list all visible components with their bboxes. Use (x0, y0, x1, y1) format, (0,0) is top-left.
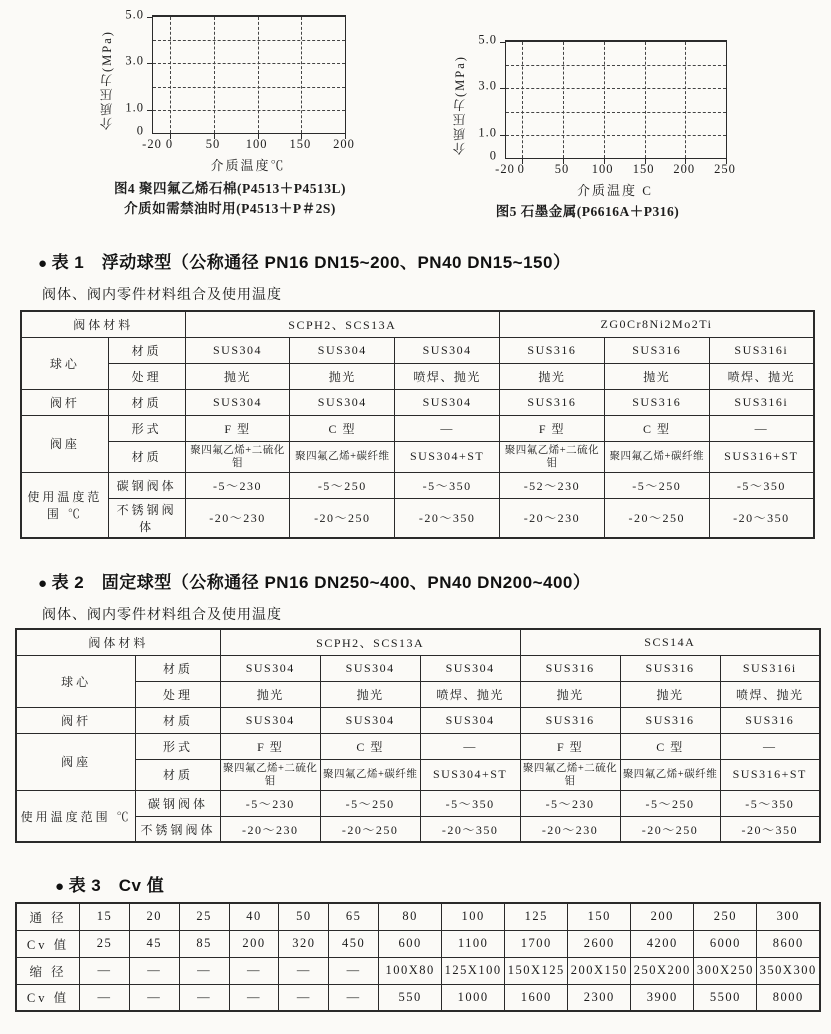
table-cell: 处理 (108, 363, 185, 389)
table-row (21, 472, 814, 498)
table1-title (38, 248, 570, 273)
table-cell: SUS304 (395, 389, 500, 415)
table-cell: 550 (379, 984, 442, 1011)
x-tick-label: 200 (673, 162, 696, 176)
bullet-icon: ● (55, 878, 65, 895)
table-cell: 不锈钢阀体 (136, 816, 220, 842)
bullet-icon: ● (38, 575, 48, 592)
table-cell: C 型 (320, 733, 420, 759)
table-cell: — (395, 415, 500, 441)
table-3 (15, 902, 821, 1012)
figure5-y-axis-label: 介质压力(MPa) (453, 55, 467, 155)
y-tick-label: 1.0 (125, 100, 144, 115)
table-cell: -5～350 (420, 790, 520, 816)
table-cell: 材质 (108, 441, 185, 472)
table-cell: 1600 (505, 984, 568, 1011)
table-cell: F 型 (185, 415, 290, 441)
table-row (21, 441, 814, 472)
figure5-x-axis-label: 介质温度 C (577, 183, 653, 198)
table-cell: 6000 (694, 930, 757, 957)
table-cell: -5～250 (290, 472, 395, 498)
table-cell: ZG0Cr8Ni2Mo2Ti (500, 311, 814, 337)
gridline-v (685, 42, 686, 158)
table-cell: 2300 (568, 984, 631, 1011)
table-cell: — (229, 957, 279, 984)
table-cell: 形式 (108, 415, 185, 441)
table-row (21, 415, 814, 441)
table-cell: 聚四氟乙烯+二硫化钼 (185, 441, 290, 472)
figure4-y-ticks (114, 7, 148, 138)
y-tick-label: 5.0 (125, 7, 144, 22)
gridline-v (301, 17, 302, 133)
x-tick-label: 250 (714, 162, 736, 176)
y-tick-label: 0 (489, 148, 497, 163)
table-cell: -5～230 (520, 790, 620, 816)
table-cell: — (129, 957, 179, 984)
table-cell: 20 (129, 903, 179, 930)
table-cell: 45 (129, 930, 179, 957)
table-cell: SCPH2、SCS13A (185, 311, 499, 337)
table-cell: SUS316i (709, 337, 814, 363)
figure-5 (435, 33, 740, 223)
table-cell: -20～250 (320, 816, 420, 842)
table-cell: 阀体材料 (16, 629, 220, 655)
table-cell: -5～230 (220, 790, 320, 816)
table-row (21, 311, 814, 337)
tick-mark-y (500, 42, 506, 43)
gridline-v (258, 17, 259, 133)
table-cell: SUS304 (220, 707, 320, 733)
table-cell: Cv 值 (16, 984, 80, 1011)
table-cell: 碳钢阀体 (108, 472, 185, 498)
table-row (16, 790, 820, 816)
table-cell: SUS304 (185, 389, 290, 415)
table-cell: SUS304 (290, 389, 395, 415)
table-cell: 85 (179, 930, 229, 957)
table-cell: SUS304 (395, 337, 500, 363)
table2-subtitle: 阀体、阀内零件材料组合及使用温度 (42, 608, 282, 623)
table-cell: -20～250 (290, 498, 395, 538)
table-cell: 2600 (568, 930, 631, 957)
table-cell: 阀座 (16, 733, 136, 790)
table-cell: 不锈钢阀体 (108, 498, 185, 538)
table-cell: — (80, 984, 130, 1011)
table-cell: — (709, 415, 814, 441)
table-cell: SUS304 (420, 655, 520, 681)
tick-mark-y (147, 17, 153, 18)
gridline-h (153, 110, 345, 111)
table-cell: 200 (229, 930, 279, 957)
table1-title-text: 表 1 浮动球型（公称通径 PN16 DN15~200、PN40 DN15~150） (51, 253, 571, 272)
table-cell: 碳钢阀体 (136, 790, 220, 816)
table-cell: 使用温度范围 ℃ (16, 790, 136, 842)
table-2 (15, 628, 821, 843)
table-cell: 喷焊、抛光 (709, 363, 814, 389)
table-cell: 250X200 (631, 957, 694, 984)
table-cell: 15 (80, 903, 130, 930)
table-cell: 聚四氟乙烯+二硫化钼 (520, 759, 620, 790)
table-cell: SUS316 (620, 655, 720, 681)
x-tick-label: -20 (495, 162, 515, 176)
gridline-h (153, 87, 345, 88)
table-cell: 抛光 (320, 681, 420, 707)
table-cell: 8000 (757, 984, 820, 1011)
table-cell: — (279, 957, 329, 984)
table-cell: 250 (694, 903, 757, 930)
table-cell: SUS304 (320, 707, 420, 733)
table-cell: 抛光 (604, 363, 709, 389)
table-row (16, 733, 820, 759)
table-cell: -5～350 (395, 472, 500, 498)
table-cell: 阀杆 (21, 389, 108, 415)
figure5-x-ticks (495, 162, 736, 177)
table-row (16, 816, 820, 842)
table-row (16, 984, 820, 1011)
y-tick-label: 0 (136, 123, 144, 138)
table-cell: SUS316+ST (709, 441, 814, 472)
table-cell: SUS316 (620, 707, 720, 733)
table-cell: -5～250 (620, 790, 720, 816)
gridline-v (645, 42, 646, 158)
table-cell: 1700 (505, 930, 568, 957)
gridline-v (604, 42, 605, 158)
figure4-y-axis-label: 介质压力(MPa) (100, 30, 114, 130)
table-cell: -5～350 (709, 472, 814, 498)
table-row (16, 707, 820, 733)
gridline-h (153, 40, 345, 41)
figure4-x-axis-label: 介质温度℃ (210, 158, 286, 173)
table-cell: 65 (329, 903, 379, 930)
table-cell: 40 (229, 903, 279, 930)
table-cell: — (80, 957, 130, 984)
table-cell: -20～350 (395, 498, 500, 538)
table-cell: SUS304 (290, 337, 395, 363)
table-cell: 处理 (136, 681, 220, 707)
tick-mark-y (500, 88, 506, 89)
table-cell: 150X125 (505, 957, 568, 984)
table-cell: 材质 (136, 759, 220, 790)
x-tick-label: 150 (632, 162, 655, 176)
table-cell: 200X150 (568, 957, 631, 984)
table-row (21, 337, 814, 363)
table-cell: 球心 (16, 655, 136, 707)
figure5-plot-area (505, 40, 727, 159)
table-cell: 100 (442, 903, 505, 930)
table-cell: 25 (179, 903, 229, 930)
table-cell: — (229, 984, 279, 1011)
table-cell: 球心 (21, 337, 108, 389)
x-tick-label: 0 (517, 162, 525, 176)
table-cell: -5～250 (320, 790, 420, 816)
x-tick-label: 50 (205, 137, 221, 151)
tick-mark-y (147, 110, 153, 111)
table-row (16, 629, 820, 655)
table-cell: 聚四氟乙烯+碳纤维 (604, 441, 709, 472)
gridline-h (506, 65, 726, 66)
table-cell: 抛光 (290, 363, 395, 389)
table-cell: -20～350 (709, 498, 814, 538)
table-cell: — (279, 984, 329, 1011)
table-cell: 8600 (757, 930, 820, 957)
table-cell: SUS304 (185, 337, 290, 363)
table-cell: C 型 (290, 415, 395, 441)
x-tick-label: 200 (333, 137, 355, 151)
y-tick-label: 3.0 (125, 53, 144, 68)
table-row (16, 957, 820, 984)
table-cell: SUS304+ST (420, 759, 520, 790)
table-cell: 阀座 (21, 415, 108, 472)
table-cell: F 型 (500, 415, 605, 441)
x-tick-label: 50 (554, 162, 570, 176)
table-cell: 通 径 (16, 903, 80, 930)
table-cell: SUS316 (500, 389, 605, 415)
gridline-h (506, 112, 726, 113)
table-cell: 喷焊、抛光 (395, 363, 500, 389)
table-cell: 450 (329, 930, 379, 957)
table2-title-text: 表 2 固定球型（公称通径 PN16 DN250~400、PN40 DN200~400） (51, 573, 591, 592)
figure4-x-ticks (142, 137, 355, 152)
table-row (16, 930, 820, 957)
figure4-caption-line1: 图4 聚四氟乙烯石棉(P4513＋P4513L) (113, 181, 347, 196)
table-cell: SCPH2、SCS13A (220, 629, 520, 655)
gridline-h (506, 88, 726, 89)
x-tick-label: 100 (591, 162, 614, 176)
table-cell: -20～230 (520, 816, 620, 842)
table-cell: 材质 (136, 655, 220, 681)
table-cell: SUS304 (320, 655, 420, 681)
table-cell: 材质 (108, 337, 185, 363)
table-cell: -20～230 (500, 498, 605, 538)
gridline-v (563, 42, 564, 158)
table-cell: 聚四氟乙烯+碳纤维 (290, 441, 395, 472)
table-cell: F 型 (220, 733, 320, 759)
table-cell: -20～250 (620, 816, 720, 842)
table-cell: 1100 (442, 930, 505, 957)
figure5-caption: 图5 石墨金属(P6616A＋P316) (495, 204, 680, 219)
table-row (16, 655, 820, 681)
tick-mark-y (500, 135, 506, 136)
table-row (21, 363, 814, 389)
table-cell: SUS316+ST (720, 759, 820, 790)
table-cell: C 型 (620, 733, 720, 759)
gridline-v (170, 17, 171, 133)
table-cell: -5～250 (604, 472, 709, 498)
table-cell: 50 (279, 903, 329, 930)
table-cell: SUS304 (220, 655, 320, 681)
table-cell: 阀体材料 (21, 311, 185, 337)
table-cell: -20～350 (720, 816, 820, 842)
table-cell: 喷焊、抛光 (720, 681, 820, 707)
table-cell: 350X300 (757, 957, 820, 984)
figure5-y-ticks (467, 32, 501, 163)
table-cell: 1000 (442, 984, 505, 1011)
table-cell: C 型 (604, 415, 709, 441)
table-cell: 阀杆 (16, 707, 136, 733)
table-cell: 聚四氟乙烯+二硫化钼 (220, 759, 320, 790)
table-cell: SUS316 (520, 707, 620, 733)
table-row (16, 681, 820, 707)
table3-title (55, 871, 164, 896)
table-cell: 抛光 (620, 681, 720, 707)
table-cell: SUS316 (604, 337, 709, 363)
table-cell: 150 (568, 903, 631, 930)
table-cell: -5～230 (185, 472, 290, 498)
table-cell: 缩 径 (16, 957, 80, 984)
figure4-caption-line2: 介质如需禁油时用(P4513＋P＃2S) (124, 201, 336, 216)
table-cell: F 型 (520, 733, 620, 759)
x-tick-label: 100 (245, 137, 268, 151)
table-cell: Cv 值 (16, 930, 80, 957)
table-cell: -5～350 (720, 790, 820, 816)
table-cell: -20～250 (604, 498, 709, 538)
table-cell: 125X100 (442, 957, 505, 984)
table-cell: 材质 (108, 389, 185, 415)
table-1 (20, 310, 815, 539)
gridline-h (153, 63, 345, 64)
table-cell: 200 (631, 903, 694, 930)
table2-title (38, 568, 590, 593)
table-cell: 320 (279, 930, 329, 957)
table-cell: 使用温度范围 ℃ (21, 472, 108, 538)
x-tick-label: 0 (165, 137, 174, 151)
x-tick-label: -20 (142, 137, 162, 151)
bullet-icon: ● (38, 255, 48, 272)
table3-title-text: 表 3 Cv 值 (68, 876, 165, 895)
table-row (21, 389, 814, 415)
table-cell: -20～350 (420, 816, 520, 842)
gridline-h (506, 135, 726, 136)
table-cell: SUS304+ST (395, 441, 500, 472)
table-cell: 喷焊、抛光 (420, 681, 520, 707)
table-cell: 形式 (136, 733, 220, 759)
table-cell: -52～230 (500, 472, 605, 498)
table-cell: 600 (379, 930, 442, 957)
table-cell: — (329, 957, 379, 984)
table-cell: SUS316i (709, 389, 814, 415)
y-tick-label: 3.0 (478, 78, 497, 93)
table-cell: — (179, 984, 229, 1011)
table1-subtitle: 阀体、阀内零件材料组合及使用温度 (42, 288, 282, 303)
y-tick-label: 5.0 (478, 32, 497, 47)
table-cell: 抛光 (520, 681, 620, 707)
table-cell: — (720, 733, 820, 759)
table-cell: — (129, 984, 179, 1011)
table-cell: 300 (757, 903, 820, 930)
table-cell: SUS316 (720, 707, 820, 733)
table-row (21, 498, 814, 538)
table-cell: — (179, 957, 229, 984)
table-cell: 抛光 (185, 363, 290, 389)
table-cell: — (420, 733, 520, 759)
table-cell: SUS304 (420, 707, 520, 733)
table-cell: SCS14A (520, 629, 820, 655)
table-cell: 聚四氟乙烯+碳纤维 (620, 759, 720, 790)
table-cell: SUS316 (520, 655, 620, 681)
table-cell: 300X250 (694, 957, 757, 984)
table-cell: 聚四氟乙烯+二硫化钼 (500, 441, 605, 472)
table-cell: -20～230 (220, 816, 320, 842)
table-cell: 80 (379, 903, 442, 930)
table-row (16, 903, 820, 930)
table-row (16, 759, 820, 790)
table-cell: — (329, 984, 379, 1011)
table-cell: -20～230 (185, 498, 290, 538)
table-cell: 材质 (136, 707, 220, 733)
figure-4 (90, 8, 370, 223)
gridline-v (214, 17, 215, 133)
figure4-plot-area (152, 15, 346, 134)
table-cell: SUS316 (500, 337, 605, 363)
tick-mark-y (147, 63, 153, 64)
gridline-v (522, 42, 523, 158)
table-cell: 100X80 (379, 957, 442, 984)
table-cell: 聚四氟乙烯+碳纤维 (320, 759, 420, 790)
table-cell: 抛光 (220, 681, 320, 707)
x-tick-label: 150 (289, 137, 312, 151)
table-cell: 4200 (631, 930, 694, 957)
table-cell: SUS316i (720, 655, 820, 681)
table-cell: SUS316 (604, 389, 709, 415)
y-tick-label: 1.0 (478, 125, 497, 140)
table-cell: 抛光 (500, 363, 605, 389)
table-cell: 3900 (631, 984, 694, 1011)
table-cell: 25 (80, 930, 130, 957)
table-cell: 5500 (694, 984, 757, 1011)
table-cell: 125 (505, 903, 568, 930)
